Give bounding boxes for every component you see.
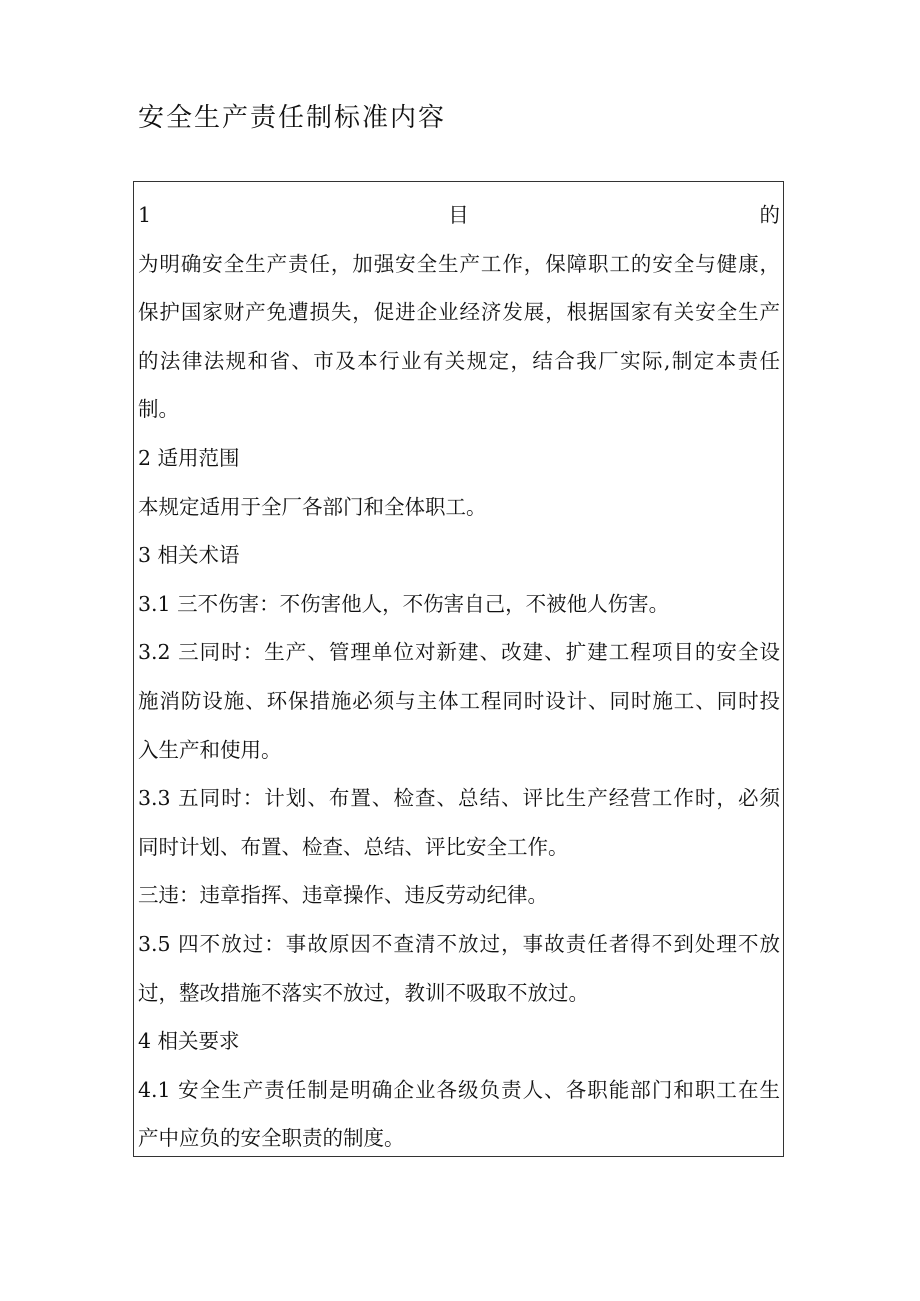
paragraph-line: 为明确安全生产责任，加强安全生产工作，保障职工的安全与健康， — [138, 251, 780, 276]
paragraph-line: 的法律法规和省、市及本行业有关规定，结合我厂实际,制定本责任 — [138, 348, 780, 373]
paragraph-line: 入生产和使用。 — [138, 737, 282, 762]
paragraph-line: 3.1 三不伤害：不伤害他人，不伤害自己，不被他人伤害。 — [138, 591, 670, 616]
paragraph-line: 4.1 安全生产责任制是明确企业各级负责人、各职能部门和职工在生 — [138, 1077, 780, 1102]
paragraph-line: 3.2 三同时：生产、管理单位对新建、改建、扩建工程项目的安全设 — [138, 640, 780, 665]
paragraph-line: 产中应负的安全职责的制度。 — [138, 1126, 405, 1151]
heading-requirements: 4 相关要求 — [138, 1029, 240, 1054]
paragraph-line: 制。 — [138, 397, 179, 422]
paragraph-line: 施消防设施、环保措施必须与主体工程同时设计、同时施工、同时投 — [138, 688, 780, 713]
document-body — [138, 191, 780, 1163]
heading-scope: 2 适用范围 — [138, 445, 240, 470]
paragraph-line: 3.5 四不放过：事故原因不查清不放过，事故责任者得不到处理不放 — [138, 931, 780, 956]
paragraph-line: 过，整改措施不落实不放过，教训不吸取不放过。 — [138, 980, 589, 1005]
paragraph-line: 3.3 五同时：计划、布置、检查、总结、评比生产经营工作时，必须 — [138, 786, 780, 811]
heading-purpose: 1 目的 — [138, 203, 780, 227]
paragraph-line: 保护国家财产免遭损失，促进企业经济发展，根据国家有关安全生产 — [138, 300, 780, 325]
heading-terms: 3 相关术语 — [138, 543, 240, 568]
paragraph-line: 三违：违章指挥、违章操作、违反劳动纪律。 — [138, 883, 548, 908]
paragraph-line: 本规定适用于全厂各部门和全体职工。 — [138, 494, 487, 519]
paragraph-line: 同时计划、布置、检查、总结、评比安全工作。 — [138, 834, 569, 859]
page-title: 安全生产责任制标准内容 — [138, 103, 447, 133]
